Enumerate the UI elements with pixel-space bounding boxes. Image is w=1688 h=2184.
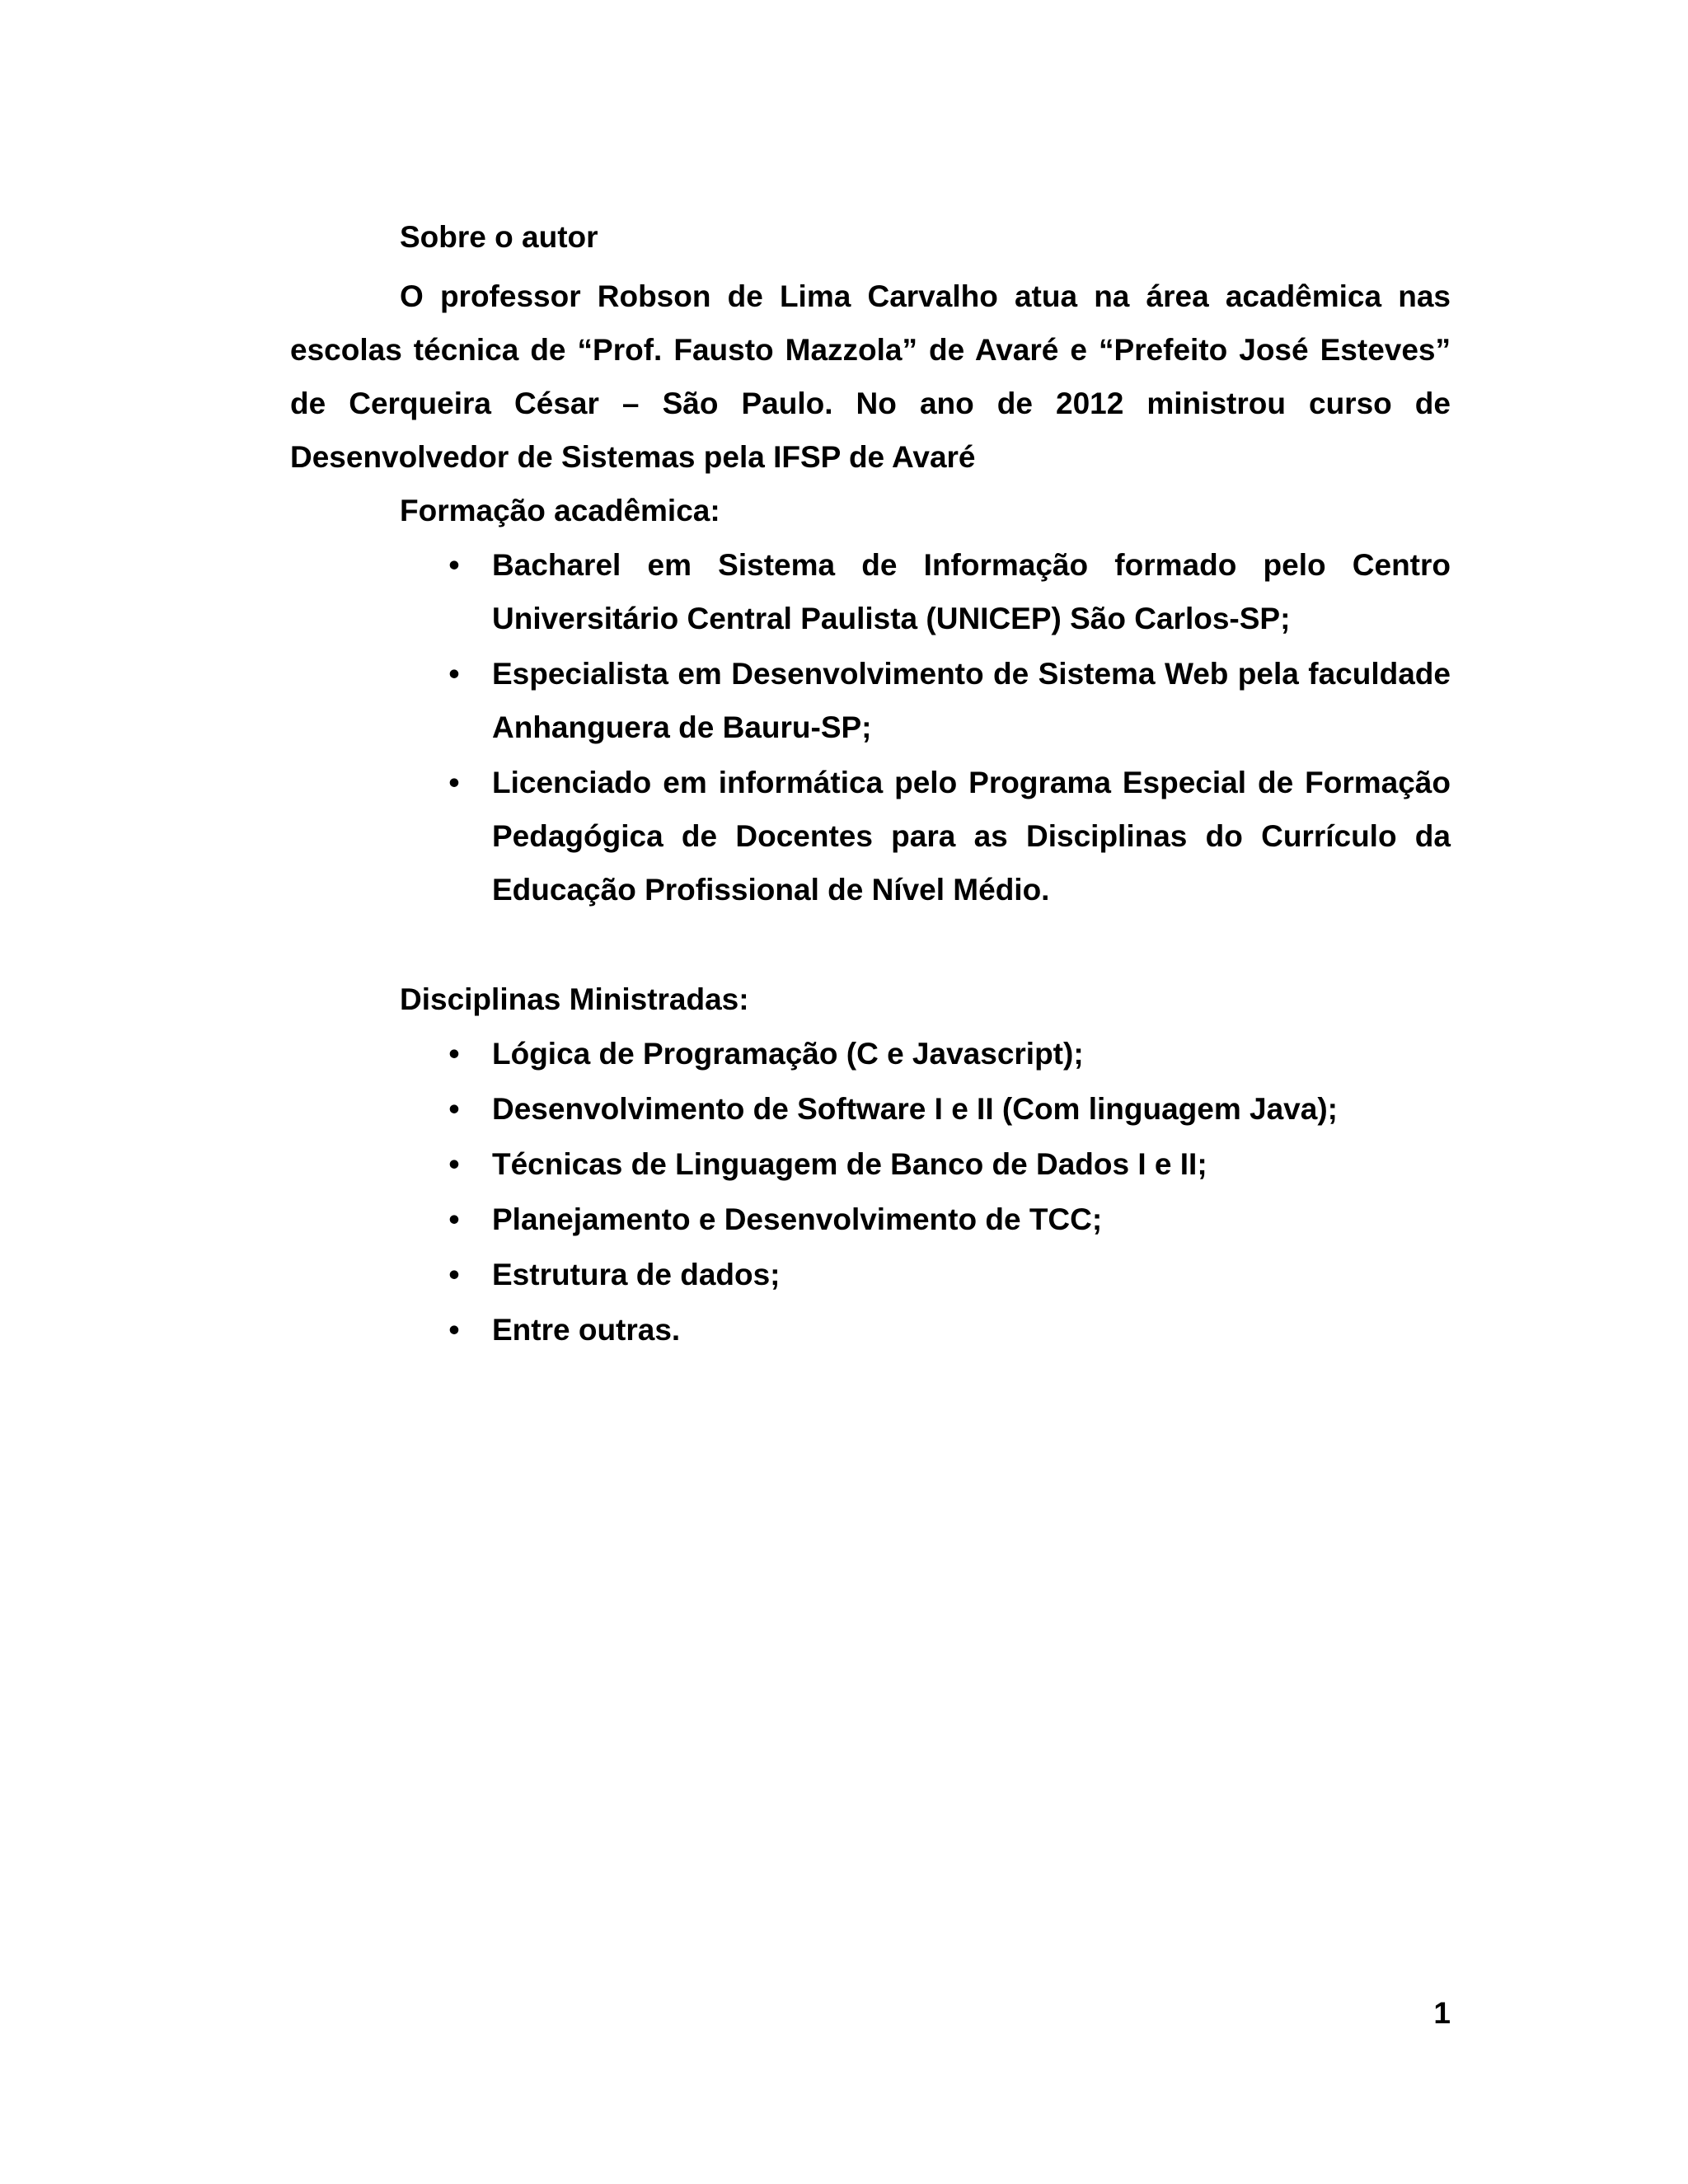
bullet-icon [446, 756, 462, 809]
section-title-about-author: Sobre o autor [400, 220, 598, 254]
list-item [290, 1027, 1451, 1080]
education-list [290, 538, 1451, 916]
bullet-icon [446, 647, 462, 701]
bullet-icon [446, 1303, 462, 1357]
list-item-text: Lógica de Programação (C e Javascript); [492, 1037, 1084, 1071]
list-item-text: Desenvolvimento de Software I e II (Com linguagem Java); [492, 1092, 1338, 1126]
list-item [290, 1137, 1451, 1191]
list-item [290, 1303, 1451, 1357]
list-item [290, 1082, 1451, 1136]
list-item-text: Estrutura de dados; [492, 1258, 781, 1291]
disciplines-heading: Disciplinas Ministradas: [400, 982, 749, 1016]
list-item [290, 647, 1451, 754]
list-item-text: Especialista em Desenvolvimento de Sistema Web pela faculdade Anhanguera de Bauru-SP; [492, 657, 1451, 744]
section-spacer [290, 918, 1451, 972]
education-heading: Formação acadêmica: [400, 494, 720, 527]
page-number: 1 [1433, 1996, 1451, 2030]
page-content [290, 210, 1451, 1358]
list-item [290, 1248, 1451, 1301]
list-item-text: Entre outras. [492, 1313, 681, 1347]
list-item-text: Técnicas de Linguagem de Banco de Dados I e II; [492, 1147, 1207, 1181]
bullet-icon [446, 538, 462, 592]
list-item-text: Planejamento e Desenvolvimento de TCC; [492, 1202, 1103, 1236]
bullet-icon [446, 1027, 462, 1080]
bullet-icon [446, 1193, 462, 1246]
bullet-icon [446, 1137, 462, 1191]
disciplines-list [290, 1027, 1451, 1357]
intro-paragraph: O professor Robson de Lima Carvalho atua na área acadêmica nas escolas técnica de “Prof. Fausto Mazzola” de Avaré e “Prefeito José Esteves” de Cerqueira César – São Paulo. No ano de 2012 ministrou curso de Desenvolvedor de Sistemas pela IFSP de Avaré [290, 279, 1451, 474]
list-item-text: Licenciado em informática pelo Programa Especial de Formação Pedagógica de Docentes para as Disciplinas do Currículo da Educação Profissional de Nível Médio. [492, 766, 1451, 907]
list-item [290, 1193, 1451, 1246]
list-item-text: Bacharel em Sistema de Informação formado pelo Centro Universitário Central Paulista (UNICEP) São Carlos-SP; [492, 548, 1451, 635]
bullet-icon [446, 1248, 462, 1301]
list-item [290, 756, 1451, 916]
bullet-icon [446, 1082, 462, 1136]
list-item [290, 538, 1451, 645]
